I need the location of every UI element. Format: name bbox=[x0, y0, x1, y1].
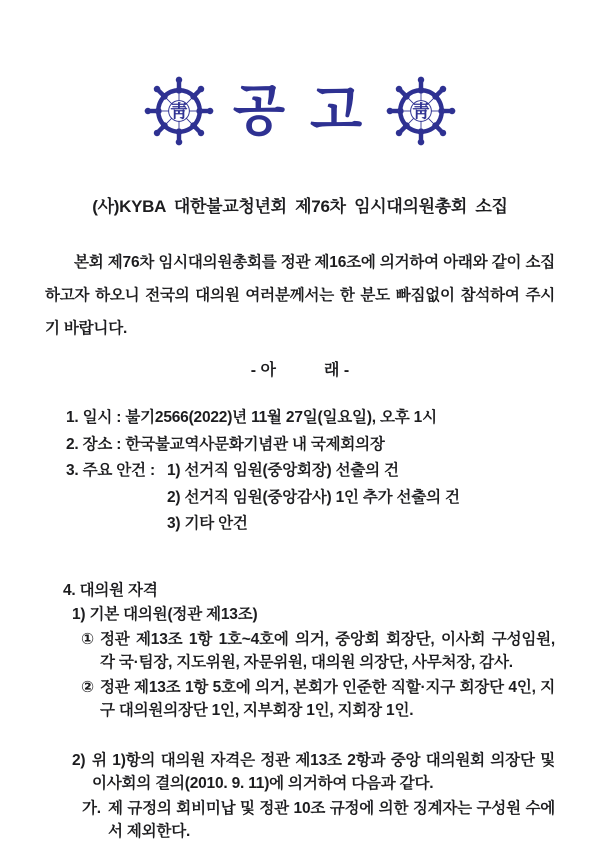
agenda-topic-item: 2) 선거직 임원(중앙감사) 1인 추가 선출의 건 bbox=[167, 488, 460, 506]
additional-line: 이사회의 결의(2010. 9. 11)에 의거하여 다음과 같다. bbox=[92, 775, 434, 792]
clause-line: 정관 제13조 1항 1호~4호에 의거, 중앙회 회장단, 이사회 구성임원, bbox=[100, 630, 555, 648]
agenda-topic-item: 3) 기타 안건 bbox=[167, 515, 248, 532]
intro-paragraph bbox=[45, 246, 555, 345]
agenda-place-line: 2. 장소 : 한국불교역사문화기념관 내 국제회의장 bbox=[66, 435, 385, 453]
clause-body bbox=[100, 676, 555, 723]
agenda-topic-item: 1) 선거직 임원(중앙회장) 선출의 건 bbox=[167, 462, 399, 479]
sub-clause-ga bbox=[82, 797, 555, 844]
additional-marker: 2) bbox=[72, 751, 86, 769]
sub-clause-line: 제 규정의 회비미납 및 정관 10조 규정에 의한 징계자는 구성원 수에 bbox=[108, 799, 555, 817]
agenda-topics-items bbox=[159, 458, 555, 538]
qualification-section bbox=[45, 579, 555, 844]
intro-line: 하고자 하오니 전국의 대의원 여러분께서는 한 분도 빠짐없이 참석하여 주시 bbox=[45, 287, 555, 304]
agenda-date-line: 1. 일시 : 불기2566(2022)년 11월 27일(일요일), 오후 1시 bbox=[66, 409, 437, 426]
sub-clause-line: 서 제외한다. bbox=[108, 823, 191, 840]
clause-1 bbox=[81, 628, 555, 675]
logo-character: 靑 bbox=[412, 101, 431, 122]
sub-clause-body bbox=[108, 797, 555, 844]
clause-body bbox=[100, 628, 555, 675]
intro-line: 본회 제76차 임시대의원총회를 정관 제16조에 의거하여 아래와 같이 소집 bbox=[74, 254, 555, 271]
notice-heading: 공 고 bbox=[232, 80, 368, 142]
document-title: (사)KYBA 대한불교청년회 제76차 임시대의원총회 소집 bbox=[92, 197, 508, 216]
agenda-topics-row bbox=[66, 458, 555, 538]
basic-delegates-title: 1) 기본 대의원(정관 제13조) bbox=[72, 606, 258, 623]
kyba-dharma-wheel-logo-left bbox=[142, 74, 216, 148]
clause-line: 각 국·팀장, 지도위원, 자문위원, 대의원 의장단, 사무처장, 감사. bbox=[100, 654, 513, 671]
agenda-topics-prefix: 3. 주요 안건 : bbox=[66, 462, 160, 479]
agenda-list bbox=[45, 405, 555, 538]
clause-marker: ① bbox=[81, 630, 94, 648]
below-divider-label: - 아 래 - bbox=[250, 362, 350, 379]
intro-line: 기 바랍니다. bbox=[45, 320, 128, 337]
clause-line: 구 대의원의장단 1인, 지부회장 1인, 지회장 1인. bbox=[100, 702, 414, 719]
header bbox=[45, 0, 555, 148]
clause-2 bbox=[81, 676, 555, 723]
sub-clause-marker: 가. bbox=[82, 799, 101, 817]
clause-line: 정관 제13조 1항 5호에 의거, 본회가 인준한 직할·지구 회장단 4인, 지 bbox=[100, 678, 555, 696]
kyba-dharma-wheel-logo-right bbox=[384, 74, 458, 148]
additional-qualification bbox=[72, 749, 555, 796]
additional-body bbox=[92, 749, 555, 796]
clause-marker: ② bbox=[81, 678, 94, 696]
qualification-heading: 4. 대의원 자격 bbox=[63, 581, 158, 599]
additional-line: 위 1)항의 대의원 자격은 정관 제13조 2항과 중앙 대의원회 의장단 및 bbox=[92, 751, 555, 769]
logo-character: 靑 bbox=[169, 101, 188, 122]
